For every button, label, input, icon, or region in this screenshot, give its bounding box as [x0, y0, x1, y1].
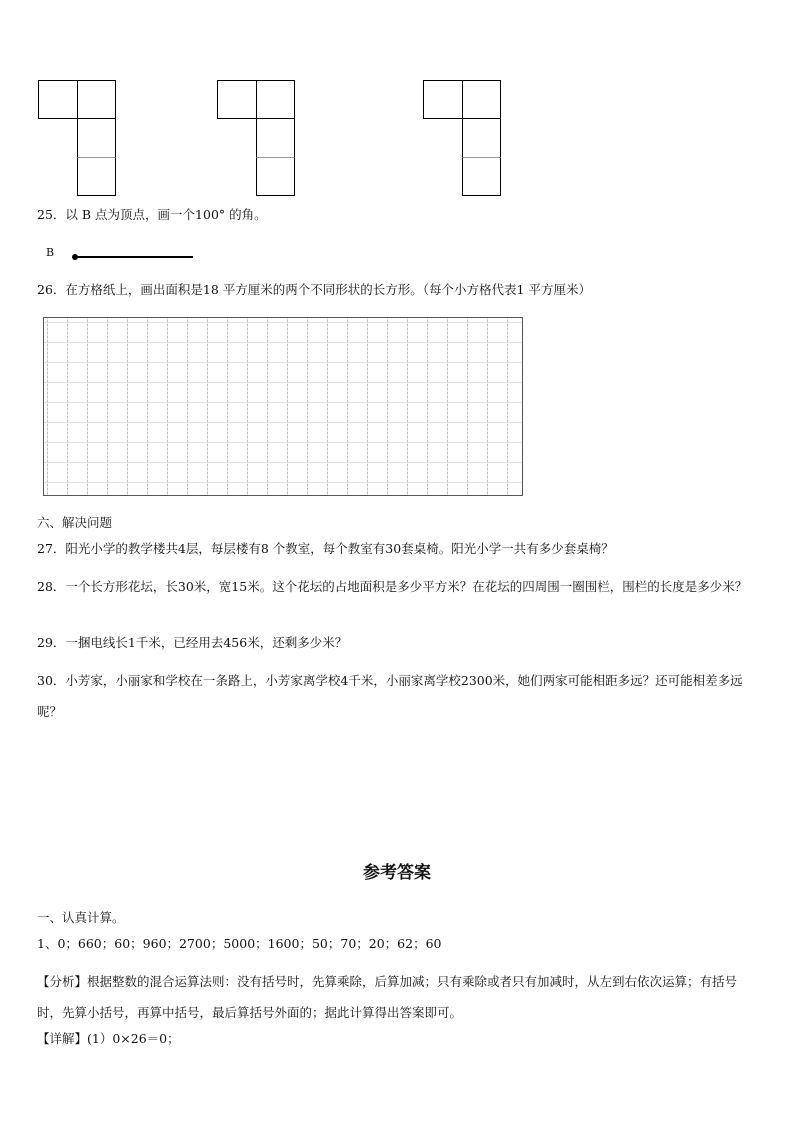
section-6-heading: 六、解决问题: [37, 515, 113, 530]
question-26: 26．在方格纸上，画出面积是18 平方厘米的两个不同形状的长方形。（每个小方格代表1 平方厘米）: [37, 282, 591, 297]
question-29: 29．一捆电线长1千米，已经用去456米，还剩多少米？: [37, 635, 348, 650]
figure-1-cell: [77, 157, 116, 196]
question-30: 30．小芳家，小丽家和学校在一条路上，小芳家离学校4千米，小丽家离学校2300米，她们两家可能相距多远？还可能相差多远呢？: [37, 673, 743, 719]
answer-analysis: 【分析】根据整数的混合运算法则：没有括号时，先算乘除，后算加减；只有乘除或者只有加减时，从左到右依次运算；有括号时，先算小括号，再算中括号，最后算括号外面的；据此计算得出答案即可。: [37, 974, 738, 1020]
figure-3-cell: [423, 80, 463, 119]
figure-1-cell: [77, 80, 116, 119]
figure-2-cell: [256, 157, 295, 196]
question-28: 28．一个长方形花坛，长30米，宽15米。这个花坛的占地面积是多少平方米？在花坛的四周围一圈围栏，围栏的长度是多少米？: [37, 579, 748, 594]
question-27: 27．阳光小学的教学楼共4层，每层楼有8 个教室，每个教室有30套桌椅。阳光小学一共有多少套桌椅？: [37, 541, 614, 556]
point-b-label: B: [46, 246, 55, 259]
figure-2-cell: [256, 118, 295, 158]
grid-paper[interactable]: [43, 317, 523, 496]
figure-3-cell: [462, 80, 501, 119]
answers-part1-heading: 一、认真计算。: [37, 910, 125, 925]
figure-3-cell: [462, 157, 501, 196]
question-25: 25．以 B 点为顶点，画一个100° 的角。: [37, 207, 267, 222]
figure-2-cell: [217, 80, 257, 119]
answer-detail: 【详解】(1）0×26＝0；: [37, 1031, 180, 1046]
figure-1-cell: [77, 118, 116, 158]
figure-3-cell: [462, 118, 501, 158]
answers-title: 参考答案: [363, 863, 431, 883]
answer-item-1: 1、0；660；60；960；2700；5000；1600；50；70；20；62；60: [37, 936, 442, 951]
figure-2-cell: [256, 80, 295, 119]
ray-line: [75, 256, 193, 258]
figure-1-cell: [38, 80, 78, 119]
